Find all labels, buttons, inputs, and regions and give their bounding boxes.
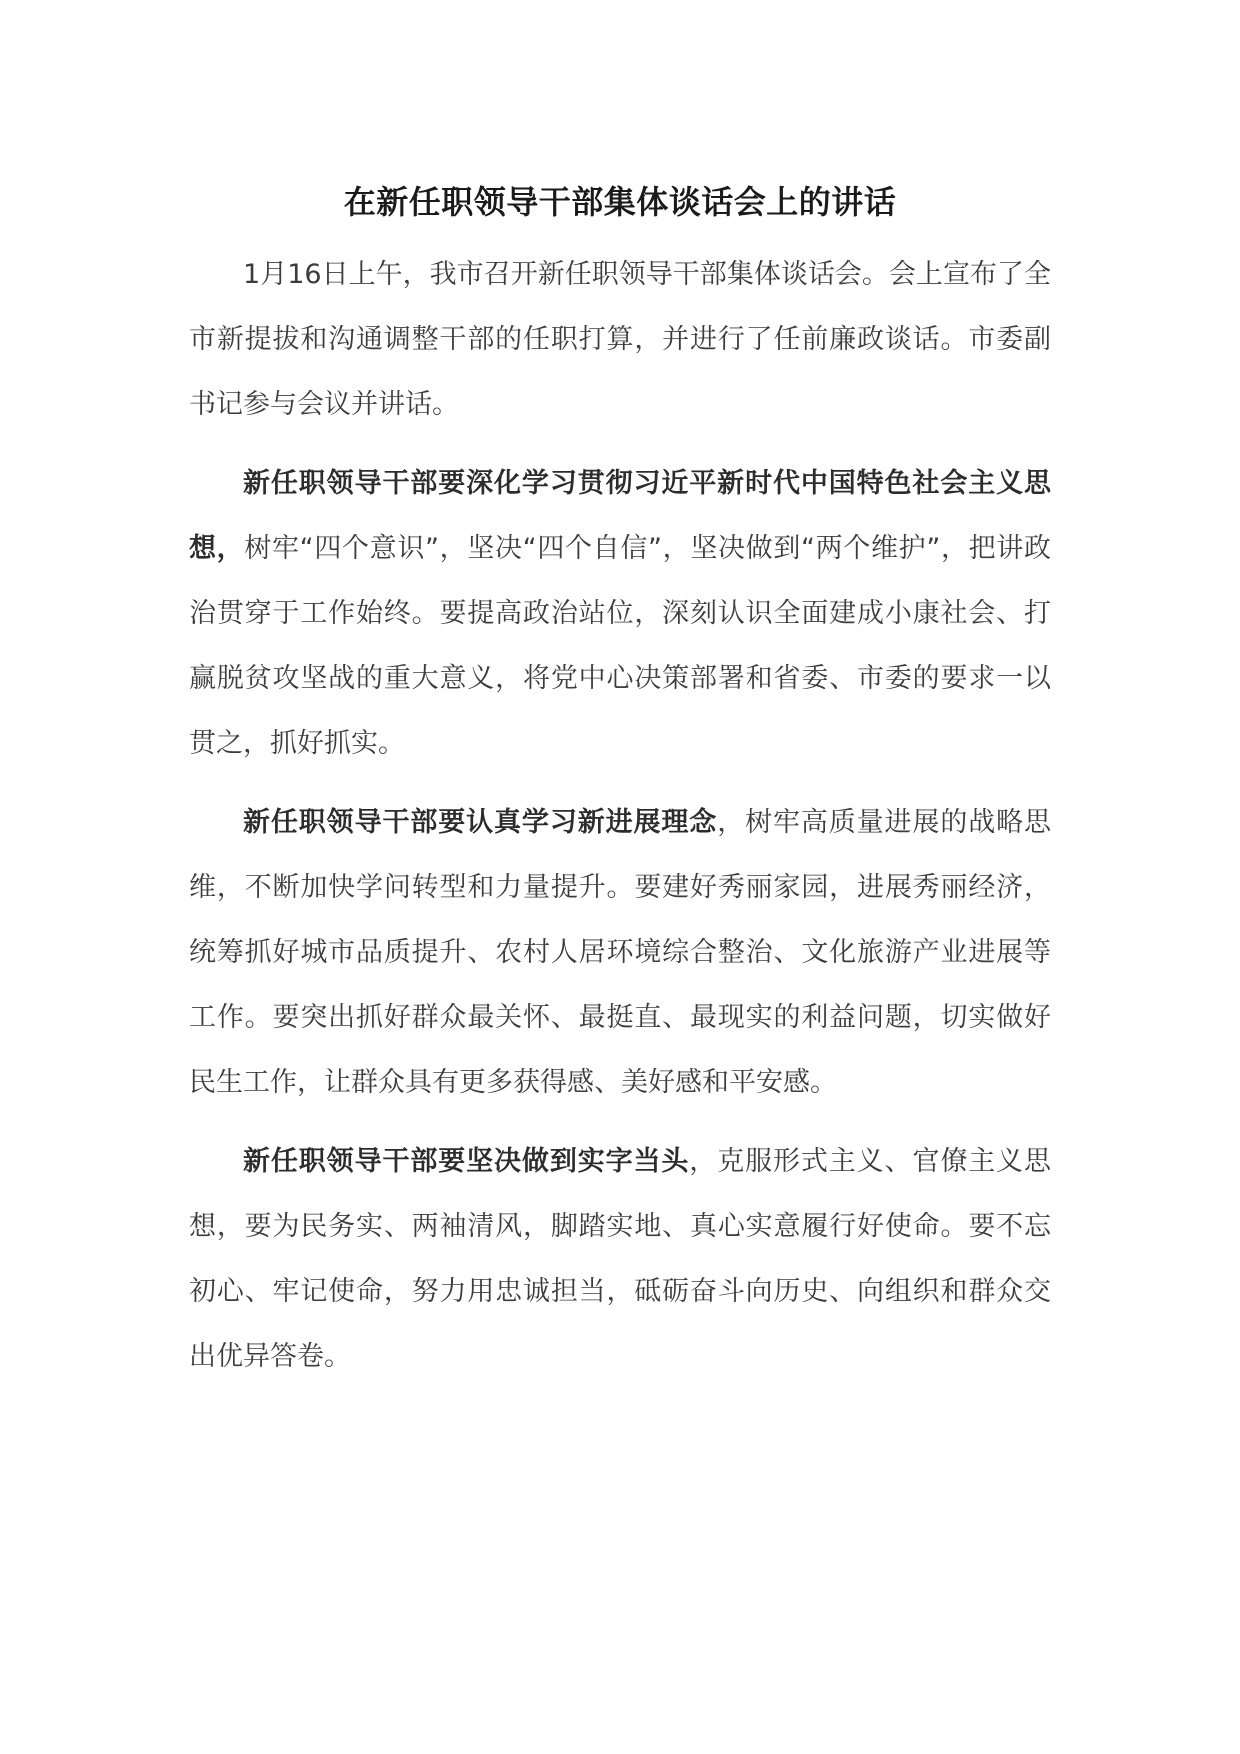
paragraph-3-lead: 新任职领导干部要认真学习新进展理念 bbox=[243, 807, 718, 838]
paragraph-2-lead: 新任职领导干部要深化学习贯彻习近平新时代中国特色社会主义思想， bbox=[189, 468, 1051, 564]
paragraph-1 bbox=[189, 242, 1051, 437]
paragraph-4 bbox=[189, 1129, 1051, 1389]
paragraph-3-text: ，树牢高质量进展的战略思维，不断加快学问转型和力量提升。要建好秀丽家园，进展秀丽经济，统筹抓好城市品质提升、农村人居环境综合整治、文化旅游产业进展等工作。要突出抓好群众最关怀、最挺直、最现实的利益问题，切实做好民生工作，让群众具有更多获得感、美好感和平安感。 bbox=[189, 807, 1052, 1098]
paragraph-4-text: ，克服形式主义、官僚主义思想，要为民务实、两袖清风，脚踏实地、真心实意履行好使命。要不忘初心、牢记使命，努力用忠诚担当，砥砺奋斗向历史、向组织和群众交出优异答卷。 bbox=[189, 1146, 1052, 1372]
paragraph-4-lead: 新任职领导干部要坚决做到实字当头 bbox=[243, 1146, 690, 1177]
document-title: 在新任职领导干部集体谈话会上的讲话 bbox=[343, 183, 897, 221]
paragraph-2 bbox=[189, 451, 1051, 776]
paragraph-2-text: 树牢“四个意识”，坚决“四个自信”，坚决做到“两个维护”，把讲政治贯穿于工作始终。要提高政治站位，深刻认识全面建成小康社会、打赢脱贫攻坚战的重大意义，将党中心决策部署和省委、市委的要求一以贯之，抓好抓实。 bbox=[189, 533, 1051, 759]
paragraph-1-text: 1月16日上午，我市召开新任职领导干部集体谈话会。会上宣布了全市新提拔和沟通调整干部的任职打算，并进行了任前廉政谈话。市委副书记参与会议并讲话。 bbox=[189, 259, 1051, 420]
paragraph-3 bbox=[189, 790, 1051, 1115]
document-page bbox=[189, 176, 1051, 1403]
